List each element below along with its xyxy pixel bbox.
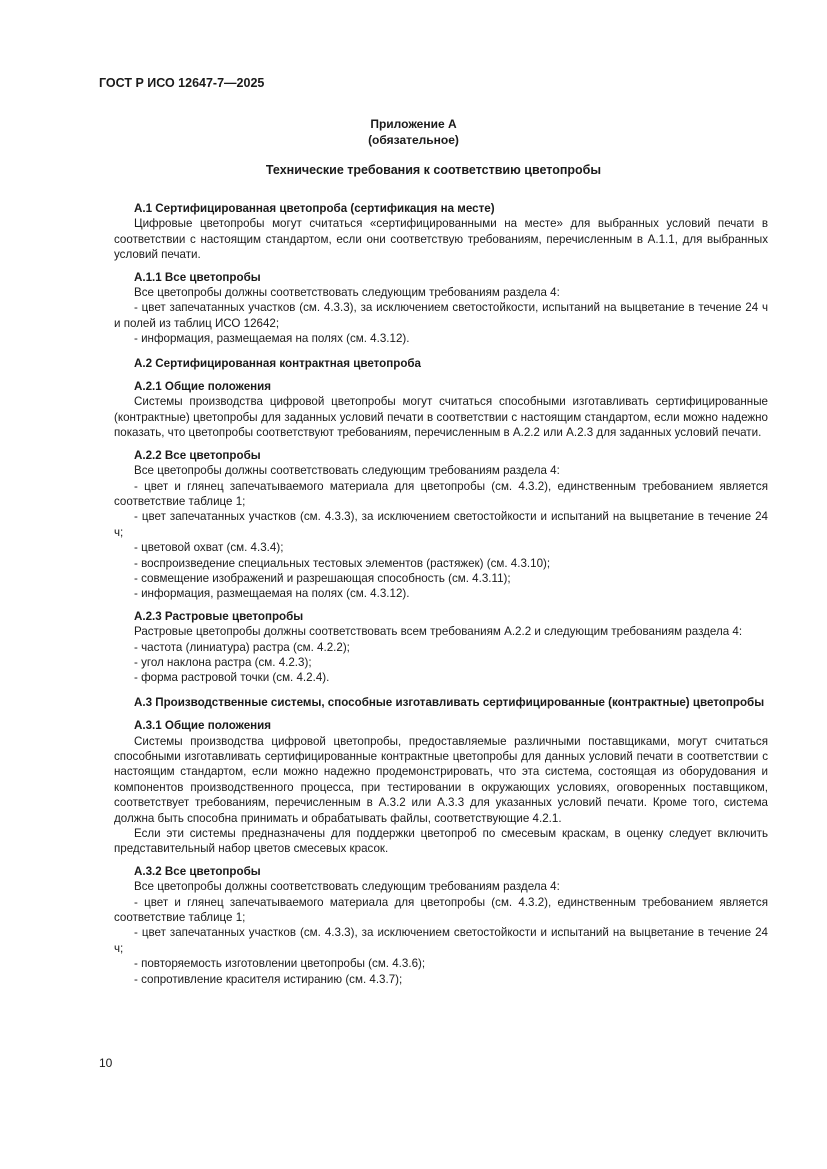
- document-title: Технические требования к соответствию цветопробы: [265, 163, 602, 177]
- list-item: - цветовой охват (см. 4.3.4);: [134, 541, 284, 555]
- subsection-heading: А.3.1 Общие положения: [134, 719, 272, 733]
- list-item: - повторяемость изготовлении цветопробы (см. 4.3.6);: [134, 957, 426, 971]
- list-item: - цвет запечатанных участков (см. 4.3.3), за исключением светостойкости и испытаний на выцветание в течение 24 ч;: [114, 926, 768, 955]
- list-item: - совмещение изображений и разрешающая способность (см. 4.3.11);: [134, 571, 511, 585]
- list-item: - цвет и глянец запечатываемого материала для цветопробы (см. 4.3.2), единственным требованием является соответствие таблице 1;: [114, 479, 768, 508]
- list-item: - информация, размещаемая на полях (см. 4.3.12).: [134, 332, 410, 346]
- list-item: - форма растровой точки (см. 4.2.4).: [134, 671, 330, 685]
- list-item: - цвет запечатанных участков (см. 4.3.3), за исключением светостойкости и испытаний на выцветание в течение 24 ч;: [114, 510, 768, 539]
- section-heading: А.1 Сертифицированная цветопроба (сертификация на месте): [134, 202, 495, 215]
- list-item: - информация, размещаемая на полях (см. 4.3.12).: [134, 587, 410, 601]
- section-heading: А.2 Сертифицированная контрактная цветопроба: [134, 356, 422, 370]
- paragraph: Растровые цветопробы должны соответствовать всем требованиям А.2.2 и следующим требованиям раздела 4:: [134, 625, 743, 639]
- list-item: - цвет и глянец запечатываемого материала для цветопробы (см. 4.3.2), единственным требованием является соответствие таблице 1;: [114, 895, 768, 925]
- appendix-status: (обязательное): [368, 133, 459, 147]
- appendix-heading: [0, 116, 827, 148]
- list-item: - угол наклона растра (см. 4.2.3);: [134, 655, 312, 669]
- paragraph: Системы производства цифровой цветопробы могут считаться способными изготавливать сертифицированные (контрактные) цветопробы для заданных условий печати в соответствии с настоящим стандартом, если можно надежно показать, что цветопробы соответствуют требованиям, перечисленным в А.2.2 или А.2.3 для заданных условий печати.: [114, 395, 768, 440]
- paragraph: Цифровые цветопробы могут считаться «сертифицированными на месте» для выбранных условий печати в соответствии с настоящим стандартом, если они соответствую требованиям, перечисленным в А.1.1, для выбранных условий печати.: [114, 217, 768, 262]
- subsection-heading: А.2.3 Растровые цветопробы: [134, 609, 304, 623]
- list-item: - цвет запечатанных участков (см. 4.3.3), за исключением светостойкости, испытаний на выцветание в течение 24 ч и полей из таблиц ИСО 12642;: [114, 301, 768, 330]
- list-item: - сопротивление красителя истиранию (см. 4.3.7);: [134, 972, 403, 986]
- subsection-heading: А.1.1 Все цветопробы: [134, 270, 261, 284]
- document-body: [114, 201, 768, 987]
- paragraph: Системы производства цифровой цветопробы, предоставляемые различными поставщиками, могут считаться способными изготавливать сертифицированные контрактные цветопробы для данных условий печати в соответствии с настоящим стандартом, если можно надежно продемонстрировать, что эта система, состоящая из оборудования и компонентов производственного процесса, при тестировании в окружающих условиях, оговоренных поставщиком, соответствует требованиям, перечисленным в А.3.2 или А.3.3 для указанных условий печати. Кроме того, система должна быть способна принимать и обрабатывать файлы, соответствующие 4.2.1.: [114, 734, 768, 825]
- page-number: 10: [99, 1056, 113, 1070]
- subsection-heading: А.3.2 Все цветопробы: [134, 864, 261, 878]
- paragraph: Все цветопробы должны соответствовать следующим требованиям раздела 4:: [134, 286, 560, 300]
- paragraph: Все цветопробы должны соответствовать следующим требованиям раздела 4:: [134, 880, 560, 894]
- standard-header: ГОСТ Р ИСО 12647-7—2025: [99, 76, 265, 90]
- section-heading: А.3 Производственные системы, способные изготавливать сертифицированные (контрактные) цветопробы: [134, 695, 765, 709]
- appendix-title: Приложение А: [370, 117, 457, 131]
- list-item: - воспроизведение специальных тестовых элементов (растяжек) (см. 4.3.10);: [134, 556, 551, 570]
- subsection-heading: А.2.2 Все цветопробы: [134, 448, 261, 462]
- subsection-heading: А.2.1 Общие положения: [134, 380, 272, 394]
- paragraph: Все цветопробы должны соответствовать следующим требованиям раздела 4:: [134, 464, 560, 478]
- paragraph: Если эти системы предназначены для поддержки цветопроб по смесевым краскам, в оценку следует включить представительный набор цветов смесевых красок.: [114, 827, 768, 856]
- list-item: - частота (линиатура) растра (см. 4.2.2);: [134, 640, 350, 654]
